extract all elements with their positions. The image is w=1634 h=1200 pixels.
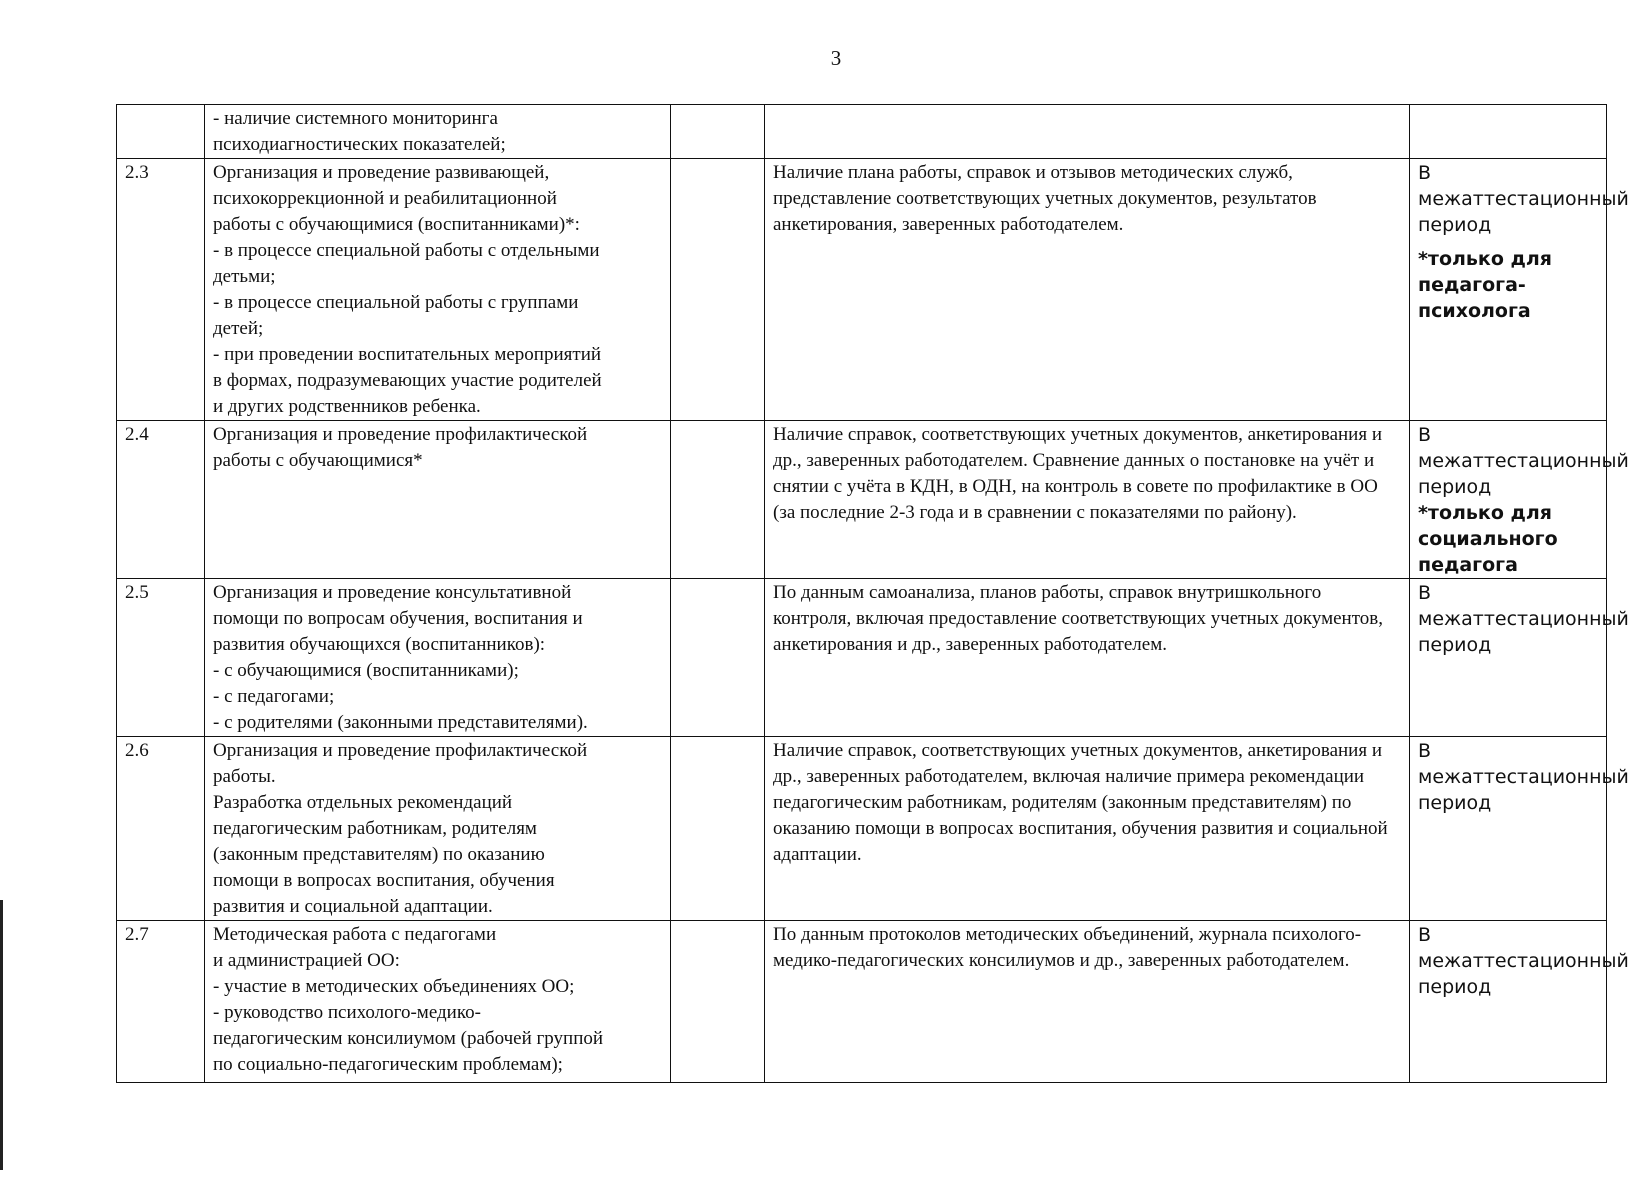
content-line: Методическая работа с педагогами — [213, 924, 497, 945]
row-content — [205, 579, 671, 737]
row-number: 2.5 — [117, 579, 205, 737]
content-line: развития и социальной адаптации. — [213, 896, 493, 917]
period-line: межаттестационный — [1418, 188, 1629, 210]
period-line: В — [1418, 740, 1432, 762]
row-content — [205, 159, 671, 421]
content-line: и администрацией ОО: — [213, 950, 400, 971]
row-criteria: Наличие справок, соответствующих учетных документов, анкетирования и др., заверенных работодателем. Сравнение данных о постановке на учёт и снятии с учёта в КДН, в ОДН, на контроль в совете по профилактике в ОО (за последние 2-3 года и в сравнении с показателями по району). — [765, 421, 1410, 579]
content-line: Организация и проведение консультативной — [213, 582, 572, 603]
content-line: Разработка отдельных рекомендаций — [213, 792, 513, 813]
period-line: В — [1418, 424, 1432, 446]
row-criteria: По данным протоколов методических объединений, журнала психолого-медико-педагогических консилиумов и др., заверенных работодателем. — [765, 921, 1410, 1083]
period-line: В — [1418, 162, 1432, 184]
period-line: период — [1418, 976, 1492, 998]
row-period — [1410, 921, 1629, 1083]
criteria-table — [116, 104, 1629, 1083]
note-line: педагога-психолога — [1418, 274, 1531, 322]
period-line: период — [1418, 214, 1492, 236]
empty-cell — [671, 421, 765, 579]
page-number: 3 — [830, 46, 842, 70]
content-line: - участие в методических объединениях ОО; — [213, 976, 575, 997]
empty-cell — [671, 159, 765, 421]
period-line: период — [1418, 634, 1492, 656]
note-line: *только для — [1418, 248, 1552, 270]
content-line: - при проведении воспитательных мероприятий — [213, 344, 602, 365]
period-line: межаттестационный — [1418, 766, 1629, 788]
scan-edge-mark — [0, 900, 3, 1170]
content-line: работы с обучающимися* — [213, 450, 423, 471]
period-line: период — [1418, 476, 1492, 498]
content-line: психокоррекционной и реабилитационной — [213, 188, 557, 209]
row-content — [205, 737, 671, 921]
row-period — [1410, 421, 1629, 579]
content-line: помощи в вопросах воспитания, обучения — [213, 870, 555, 891]
period-line: В — [1418, 924, 1432, 946]
table-row — [117, 579, 1607, 737]
content-line: - с педагогами; — [213, 686, 335, 707]
content-line: помощи по вопросам обучения, воспитания и — [213, 608, 583, 629]
row-number: 2.4 — [117, 421, 205, 579]
row-number: 2.3 — [117, 159, 205, 421]
content-line: Организация и проведение развивающей, — [213, 162, 550, 183]
content-line: и других родственников ребенка. — [213, 396, 481, 417]
content-line: (законным представителям) по оказанию — [213, 844, 545, 865]
content-line: работы. — [213, 766, 276, 787]
row-criteria — [765, 105, 1410, 159]
content-line: - в процессе специальной работы с отдельными — [213, 240, 600, 261]
empty-cell — [671, 737, 765, 921]
content-line: работы с обучающимися (воспитанниками)*: — [213, 214, 580, 235]
content-line: детей; — [213, 318, 264, 339]
content-line: в формах, подразумевающих участие родителей — [213, 370, 602, 391]
period-line: межаттестационный — [1418, 950, 1629, 972]
position-note — [1418, 246, 1598, 324]
row-number: 2.6 — [117, 737, 205, 921]
note-line: *только для — [1418, 502, 1552, 524]
content-line: Организация и проведение профилактической — [213, 740, 588, 761]
row-content — [205, 105, 671, 159]
row-number: 2.7 — [117, 921, 205, 1083]
content-line: Организация и проведение профилактической — [213, 424, 588, 445]
content-line: - в процессе специальной работы с группами — [213, 292, 579, 313]
table-row — [117, 737, 1607, 921]
table-row — [117, 921, 1607, 1083]
content-line: по социально-педагогическим проблемам); — [213, 1054, 563, 1075]
row-content — [205, 421, 671, 579]
row-number — [117, 105, 205, 159]
content-line: - наличие системного мониторинга — [213, 108, 498, 129]
table-row — [117, 105, 1607, 159]
content-line: психодиагностических показателей; — [213, 134, 506, 155]
content-line: - с родителями (законными представителями). — [213, 712, 588, 733]
content-line: - с обучающимися (воспитанниками); — [213, 660, 519, 681]
period-line: межаттестационный — [1418, 450, 1629, 472]
empty-cell — [671, 105, 765, 159]
row-criteria: Наличие плана работы, справок и отзывов методических служб, представление соответствующих учетных документов, результатов анкетирования, заверенных работодателем. — [765, 159, 1410, 421]
period-line: межаттестационный — [1418, 608, 1629, 630]
row-period — [1410, 159, 1629, 421]
content-line: - руководство психолого-медико- — [213, 1002, 481, 1023]
empty-cell — [671, 921, 765, 1083]
table-row — [117, 159, 1607, 421]
row-period — [1410, 737, 1629, 921]
note-line: социального — [1418, 528, 1558, 550]
row-period — [1410, 579, 1629, 737]
content-line: детьми; — [213, 266, 276, 287]
row-criteria: По данным самоанализа, планов работы, справок внутришкольного контроля, включая предоставление соответствующих учетных документов, анкетирования и др., заверенных работодателем. — [765, 579, 1410, 737]
table-row — [117, 421, 1607, 579]
period-line: В — [1418, 582, 1432, 604]
content-line: педагогическим консилиумом (рабочей группой — [213, 1028, 604, 1049]
empty-cell — [671, 579, 765, 737]
period-line: период — [1418, 792, 1492, 814]
content-line: развития обучающихся (воспитанников): — [213, 634, 546, 655]
note-line: педагога — [1418, 554, 1518, 576]
position-note — [1418, 500, 1598, 578]
content-line: педагогическим работникам, родителям — [213, 818, 537, 839]
row-period — [1410, 105, 1607, 159]
row-content — [205, 921, 671, 1083]
row-criteria: Наличие справок, соответствующих учетных документов, анкетирования и др., заверенных работодателем, включая наличие примера рекомендации педагогическим работникам, родителям (законным представителям) по оказанию помощи в вопросах воспитания, обучения развития и социальной адаптации. — [765, 737, 1410, 921]
